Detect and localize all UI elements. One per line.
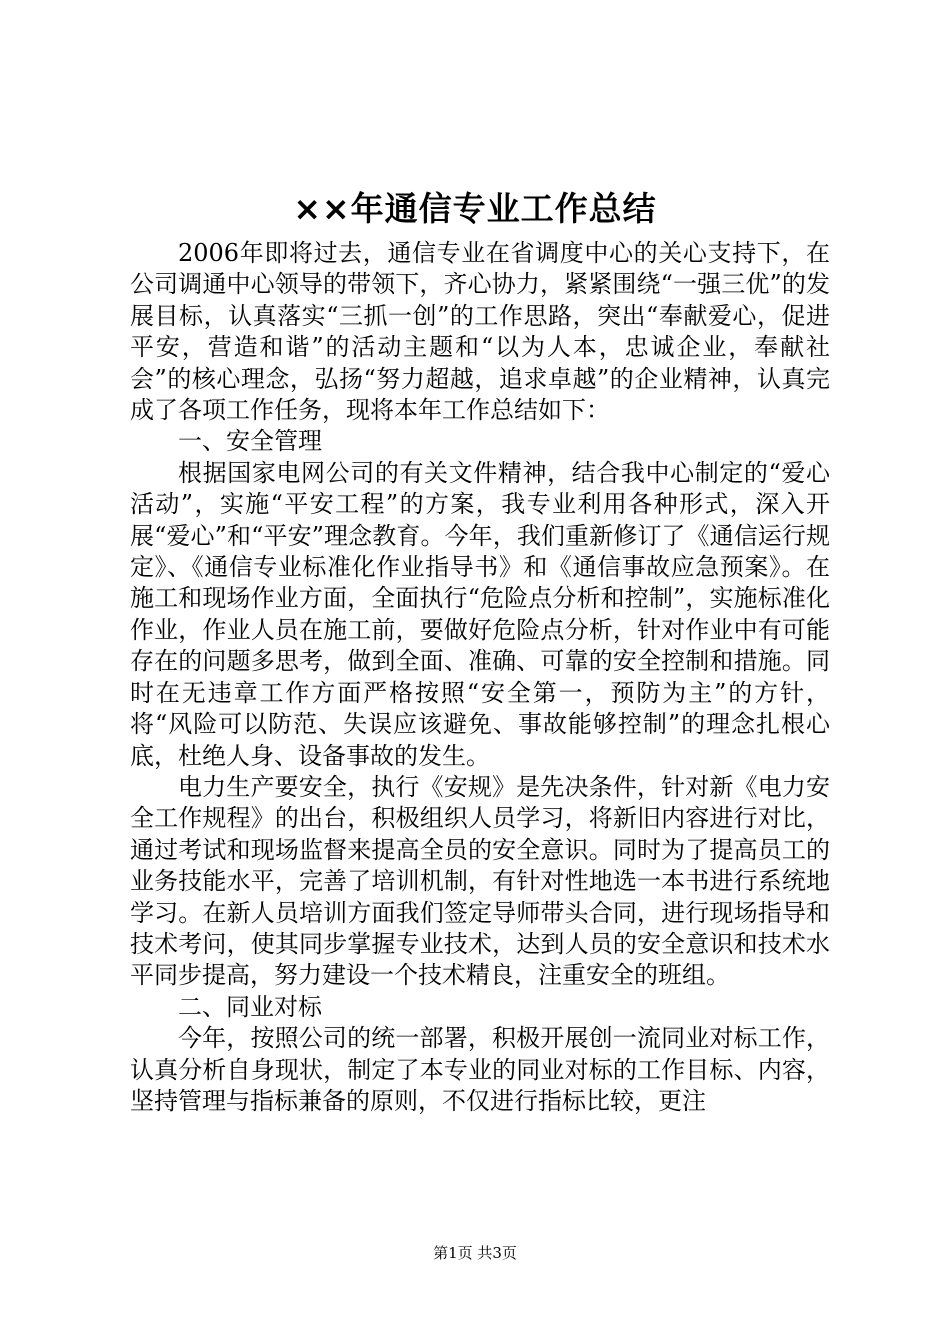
- safety-paragraph-2: 电力生产要安全，执行《安规》是先决条件，针对新《电力安全工作规程》的出台，积极组织人员学习，将新旧内容进行对比，通过考试和现场监督来提高全员的安全意识。同时为了提高员工的业务技能水平，完善了培训机制，有针对性地选一本书进行系统地学习。在新人员培训方面我们签定导师带头合同，进行现场指导和技术考问，使其同步掌握专业技术，达到人员的安全意识和技术水平同步提高，努力建设一个技术精良，注重安全的班组。: [130, 772, 830, 990]
- benchmark-paragraph: 今年，按照公司的统一部署，积极开展创一流同业对标工作，认真分析自身现状，制定了本专业的同业对标的工作目标、内容，坚持管理与指标兼备的原则，不仅进行指标比较，更注: [130, 1024, 830, 1115]
- page-number-footer: 第1页 共3页: [433, 1244, 517, 1262]
- section-heading-benchmark: 二、同业对标: [178, 992, 322, 1021]
- intro-paragraph: 2006年即将过去，通信专业在省调度中心的关心支持下，在公司调通中心领导的带领下，齐心协力，紧紧围绕“一强三优”的发展目标，认真落实“三抓一创”的工作思路，突出“奉献爱心，促进平安，营造和谐”的活动主题和“以为人本，忠诚企业，奉献社会”的核心理念，弘扬“努力超越，追求卓越”的企业精神，认真完成了各项工作任务，现将本年工作总结如下：: [130, 239, 830, 425]
- section-heading-safety: 一、安全管理: [178, 427, 322, 456]
- safety-paragraph-1: 根据国家电网公司的有关文件精神，结合我中心制定的“爱心活动”，实施“平安工程”的方案，我专业利用各种形式，深入开展“爱心”和“平安”理念教育。今年，我们重新修订了《通信运行规定》、《通信专业标准化作业指导书》和《通信事故应急预案》。在施工和现场作业方面，全面执行“危险点分析和控制”，实施标准化作业，作业人员在施工前，要做好危险点分析，针对作业中有可能存在的问题多思考，做到全面、准确、可靠的安全控制和措施。同时在无违章工作方面严格按照“安全第一，预防为主”的方针，将“风险可以防范、失误应该避免、事故能够控制”的理念扎根心底，杜绝人身、设备事故的发生。: [130, 458, 830, 770]
- document-body: [130, 238, 830, 1117]
- document-title: ××年通信专业工作总结: [293, 189, 657, 228]
